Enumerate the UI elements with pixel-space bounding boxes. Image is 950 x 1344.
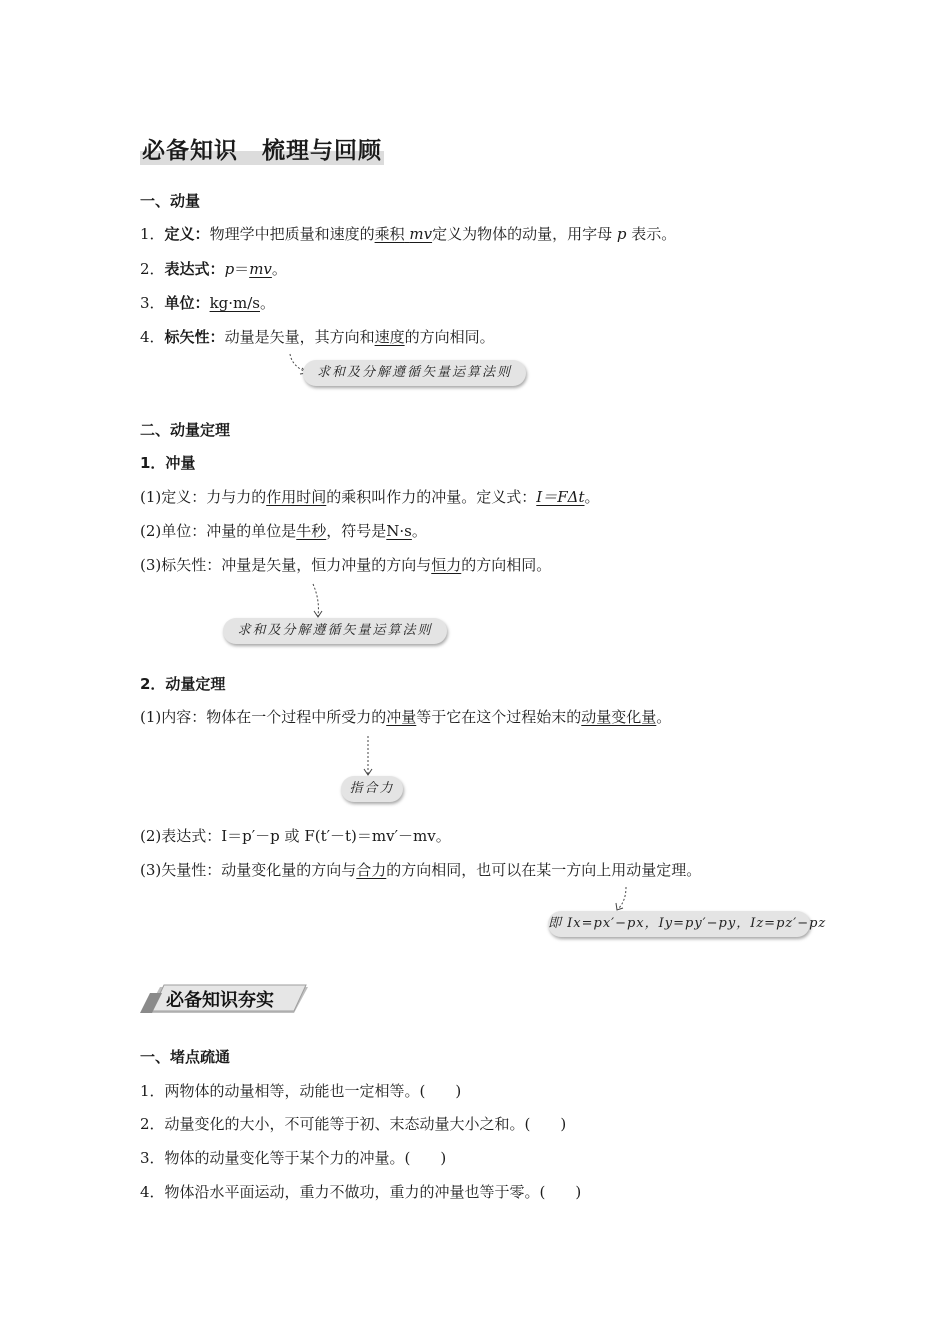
section-heading-review: 一、堵点疏通 [140,1048,231,1066]
item-number: 3． [140,294,165,312]
text: 。 [584,488,600,506]
text: 表示。 [631,225,677,243]
annotation-arrow [308,582,328,620]
review-item: 2．动量变化的大小，不可能等于初、末态动量大小之和。( ) [140,1115,567,1133]
handwritten-note: 即 Ix=px′−px，Iy=py′−py，Iz=pz′−pz [548,911,810,937]
text: 物理学中把质量和速度的 [209,225,375,243]
answer-underline [375,225,433,243]
answer-text: 乘积 [374,225,405,243]
text: (3)矢量性：动量变化量的方向与 [140,861,357,879]
answer-text: 作用时间 [266,488,327,506]
answer-text: 合力 [356,861,387,879]
impulse-definition [140,486,600,507]
item-label: 表达式： [164,260,225,278]
subheading-theorem: 2．动量定理 [140,675,226,693]
momentum-vector [140,326,495,347]
item-label: 标矢性： [164,328,225,346]
text: (2)单位：冲量的单位是 [140,522,297,540]
text: ＝ [234,260,250,278]
answer-text: 速度 [374,328,405,346]
review-item: 3．物体的动量变化等于某个力的冲量。( ) [140,1149,447,1167]
review-item: 4．物体沿水平面运动，重力不做功，重力的冲量也等于零。( ) [140,1183,582,1201]
text: 的方向相同。 [404,328,495,346]
page-title: 必备知识 梳理与回顾 [140,132,384,165]
item-label: 定义： [164,225,210,243]
text: 的方向相同，也可以在某一方向上用动量定理。 [386,861,702,879]
text: 。 [271,260,287,278]
text: 。 [411,522,427,540]
text: 定义为物体的动量，用字母 [432,225,613,243]
text: 的乘积叫作力的冲量。定义式： [326,488,537,506]
section-heading-momentum: 一、动量 [140,192,201,210]
theorem-content [140,706,671,727]
text: (1)定义：力与力的 [140,488,267,506]
answer-text: N·s [386,522,412,540]
theorem-vector [140,859,701,880]
answer-text: mv [409,225,433,243]
handwritten-note: 指合力 [341,776,403,802]
item-number: 2． [140,260,165,278]
item-number: 4． [140,328,165,346]
text: 。 [656,708,672,726]
text: 的方向相同。 [461,556,552,574]
item-label: 单位： [164,294,210,312]
impulse-unit [140,520,427,541]
impulse-vector [140,554,551,575]
momentum-unit [140,292,275,313]
review-item: 1．两物体的动量相等，动能也一定相等。( ) [140,1082,462,1100]
annotation-arrow [612,885,632,913]
symbol: p [616,225,627,243]
text: 动量是矢量，其方向和 [224,328,375,346]
answer-text: 冲量 [386,708,417,726]
text: (3)标矢性：冲量是矢量，恒力冲量的方向与 [140,556,432,574]
item-number: 1． [140,225,165,243]
answer-text: kg·m/s [209,294,260,312]
handwritten-note: 求和及分解遵循矢量运算法则 [223,618,447,644]
text: 等于它在这个过程始末的 [416,708,582,726]
answer-text: 牛秒 [296,522,327,540]
formula: I＝FΔt [536,488,585,506]
section-heading-theorem: 二、动量定理 [140,421,231,439]
answer-text: mv [249,260,272,278]
answer-text: 动量变化量 [581,708,657,726]
section-banner-title: 必备知识夯实 [166,990,274,1011]
text: (1)内容：物体在一个过程中所受力的 [140,708,387,726]
momentum-definition [140,223,676,244]
text: 。 [260,294,276,312]
text: ，符号是 [326,522,387,540]
answer-text: 恒力 [431,556,462,574]
symbol: p [224,260,235,278]
subheading-impulse: 1．冲量 [140,454,196,472]
theorem-expression: (2)表达式：I＝p′－p 或 F(t′－t)＝mv′－mv。 [140,827,451,845]
annotation-arrow [362,734,374,778]
handwritten-note: 求和及分解遵循矢量运算法则 [303,360,526,386]
momentum-expression [140,258,287,279]
